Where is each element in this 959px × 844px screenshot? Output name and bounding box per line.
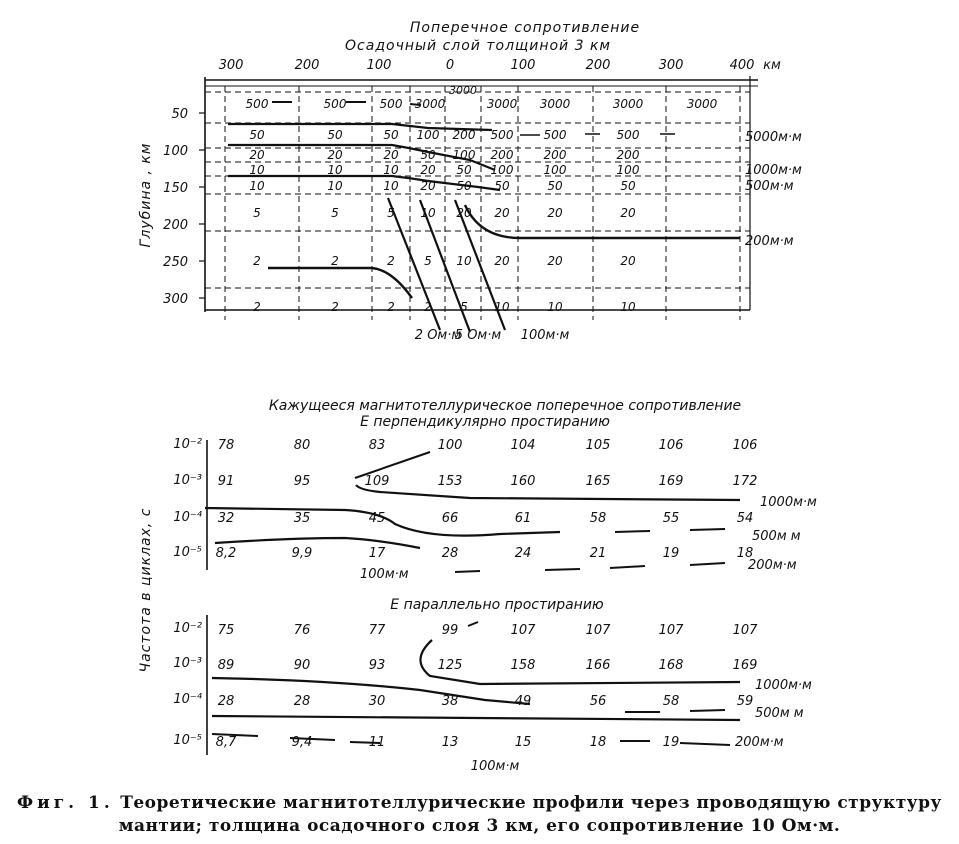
cell-value: 3000 — [612, 97, 644, 111]
cell-value: 5 — [424, 254, 432, 268]
cell-value-top: 3000 — [449, 84, 477, 97]
mid-contour-label: 500м м — [752, 529, 801, 544]
bottom-label: 2 Ом·м — [414, 328, 462, 343]
cell-value: 20 — [620, 206, 636, 220]
mt-value: 18 — [736, 546, 754, 561]
mt-value: 17 — [368, 546, 386, 561]
cell-value: 50 — [249, 128, 265, 142]
mt-value: 78 — [217, 438, 235, 453]
cell-value: 2 — [387, 300, 395, 314]
cell-value: 10 — [249, 179, 265, 193]
cell-value: 2 — [424, 300, 432, 314]
mt-value: 58 — [589, 511, 607, 526]
mt-value: 13 — [441, 735, 459, 750]
mid-contour-label: 200м·м — [748, 558, 797, 573]
mt-value: 28 — [293, 694, 311, 709]
mt-value: 93 — [368, 658, 386, 673]
y-tick: 50 — [171, 107, 188, 122]
cell-value: 500 — [490, 128, 514, 142]
x-tick: 200 — [294, 58, 320, 73]
x-tick: 100 — [510, 58, 536, 73]
mt-value: 105 — [585, 438, 611, 453]
mt-value: 8,2 — [215, 546, 237, 561]
mt-value: 168 — [658, 658, 684, 673]
mt-value: 35 — [293, 511, 311, 526]
mt-value: 30 — [368, 694, 386, 709]
mid-dash — [610, 566, 645, 568]
right-label: 1000м·м — [745, 163, 802, 178]
mt-value: 172 — [732, 474, 758, 489]
cell-value: 3000 — [414, 97, 446, 111]
mid-dash — [455, 571, 480, 572]
x-tick: 100 — [366, 58, 392, 73]
mt-value: 61 — [514, 511, 532, 526]
mt-value: 8,7 — [215, 735, 237, 750]
mid-dash — [615, 531, 650, 532]
cell-value: 20 — [547, 206, 563, 220]
mt-value: 28 — [441, 546, 459, 561]
mt-value: 100 — [437, 438, 463, 453]
x-tick: 400 — [729, 58, 755, 73]
mt-value: 107 — [585, 623, 611, 638]
cell-value: 20 — [494, 254, 510, 268]
top-title-2: Осадочный слой толщиной 3 км — [345, 38, 611, 54]
cell-value: 10 — [383, 179, 399, 193]
mt-value: 54 — [736, 511, 754, 526]
mt-value: 38 — [441, 694, 459, 709]
x-unit: км — [763, 58, 781, 73]
cell-value: 10 — [494, 300, 510, 314]
mt-value: 153 — [437, 474, 463, 489]
mt-value: 165 — [585, 474, 611, 489]
mt-value: 107 — [510, 623, 536, 638]
mt-value: 80 — [293, 438, 311, 453]
mt-value: 107 — [658, 623, 684, 638]
y-tick: 300 — [163, 292, 188, 307]
mt-value: 91 — [217, 474, 235, 489]
cell-value: 50 — [420, 148, 436, 162]
cell-value: 100 — [452, 148, 476, 162]
bottom-label: 100м·м — [520, 328, 570, 343]
cell-value: 2 — [387, 254, 395, 268]
mt-value: 106 — [732, 438, 758, 453]
mt-value: 107 — [732, 623, 758, 638]
mt-value: 59 — [736, 694, 754, 709]
bot-dash — [690, 710, 725, 711]
right-label: 500м·м — [745, 179, 794, 194]
mt-value: 24 — [514, 546, 532, 561]
cell-value: 10 — [383, 163, 399, 177]
cell-value: 20 — [547, 254, 563, 268]
mid-contour-label: 1000м·м — [760, 495, 817, 510]
cell-value: 50 — [620, 179, 636, 193]
freq-label: 10⁻⁵ — [173, 545, 202, 560]
right-label: 5000м·м — [745, 130, 802, 145]
freq-label: 10⁻⁵ — [173, 733, 202, 748]
cell-value: 50 — [547, 179, 563, 193]
cell-value: 10 — [327, 179, 343, 193]
caption-line-1 — [0, 793, 959, 813]
right-label: 200м·м — [745, 234, 794, 249]
cell-value: 50 — [327, 128, 343, 142]
cell-value: 5 — [460, 300, 468, 314]
cell-value: 200 — [543, 148, 567, 162]
mt-value: 160 — [510, 474, 536, 489]
cell-value: 500 — [323, 97, 347, 111]
mt-value: 90 — [293, 658, 311, 673]
cell-value: 20 — [494, 206, 510, 220]
cell-value: 10 — [249, 163, 265, 177]
y-axis-label: Глубина , км — [138, 142, 154, 248]
mt-value: 95 — [293, 474, 311, 489]
freq-label: 10⁻³ — [173, 656, 202, 671]
mt-value: 66 — [441, 511, 459, 526]
mt-value: 9,4 — [291, 735, 313, 750]
mt-value: 83 — [368, 438, 386, 453]
figure-labels — [138, 20, 817, 774]
cell-value: 100 — [543, 163, 567, 177]
mt-value: 28 — [217, 694, 235, 709]
mt-value: 75 — [217, 623, 235, 638]
bot-dash — [680, 743, 730, 745]
mt-value: 99 — [441, 623, 459, 638]
mt-value: 104 — [510, 438, 536, 453]
y-tick: 250 — [163, 255, 188, 270]
cell-value: 10 — [456, 254, 472, 268]
mt-value: 19 — [662, 735, 680, 750]
cell-value: 20 — [456, 206, 472, 220]
mid-dash — [690, 563, 725, 565]
bot-contour-label: 100м·м — [470, 759, 520, 774]
freq-label: 10⁻⁴ — [173, 510, 202, 525]
mt-value: 55 — [662, 511, 680, 526]
x-tick: 300 — [658, 58, 684, 73]
bot-contour-1000 — [420, 640, 740, 684]
mt-value: 58 — [662, 694, 680, 709]
mt-value: 49 — [514, 694, 532, 709]
mt-value: 158 — [510, 658, 536, 673]
freq-label: 10⁻² — [173, 437, 202, 452]
mid-contour-label: 100м·м — [360, 567, 409, 582]
bottom-label: 5 Ом·м — [454, 328, 502, 343]
bot-contour-label: 200м·м — [735, 735, 784, 750]
mt-value: 32 — [217, 511, 235, 526]
cell-value: 50 — [456, 163, 472, 177]
cell-value: 3000 — [686, 97, 718, 111]
freq-label: 10⁻³ — [173, 473, 202, 488]
x-tick: 200 — [585, 58, 611, 73]
mt-value: 169 — [732, 658, 758, 673]
mt-value: 109 — [364, 474, 390, 489]
y-tick: 100 — [163, 144, 188, 159]
freq-label: 10⁻⁴ — [173, 692, 202, 707]
cell-value: 2 — [253, 254, 261, 268]
mt-value: 45 — [368, 511, 386, 526]
cell-value: 20 — [420, 179, 436, 193]
cell-value: 2 — [331, 254, 339, 268]
cell-value: 100 — [616, 163, 640, 177]
cell-value: 20 — [249, 148, 265, 162]
freq-label: 10⁻² — [173, 621, 202, 636]
mt-value: 56 — [589, 694, 607, 709]
mt-value: 11 — [368, 735, 386, 750]
mid-contour-100 — [215, 538, 420, 548]
cell-value: 100 — [416, 128, 440, 142]
caption-line-2: мантии; толщина осадочного слоя 3 км, его сопротивление 10 Ом·м. — [118, 816, 841, 836]
mt-value: 169 — [658, 474, 684, 489]
contour-2 — [268, 268, 412, 298]
cell-value: 10 — [547, 300, 563, 314]
y-tick: 200 — [163, 218, 188, 233]
mid-dash — [690, 529, 725, 530]
cell-value: 50 — [456, 179, 472, 193]
cell-value: 3000 — [486, 97, 518, 111]
cell-value: 5 — [253, 206, 261, 220]
mt-value: 77 — [368, 623, 386, 638]
y-tick: 150 — [163, 181, 188, 196]
mt-value: 15 — [514, 735, 532, 750]
cell-value: 5 — [331, 206, 339, 220]
cell-value: 20 — [620, 254, 636, 268]
cell-value: 10 — [420, 206, 436, 220]
mid-title-1: Кажущееся магнитотеллурическое поперечное сопротивление — [268, 398, 742, 414]
mid-title-2: Е перпендикулярно простиранию — [360, 414, 610, 430]
bot-contour-label: 1000м·м — [755, 678, 812, 693]
mt-value: 21 — [589, 546, 607, 561]
x-tick: 300 — [218, 58, 244, 73]
cell-value: 500 — [543, 128, 567, 142]
bot-contour-label: 500м м — [755, 706, 804, 721]
cell-value: 20 — [383, 148, 399, 162]
mt-value: 18 — [589, 735, 607, 750]
x-tick: 0 — [445, 58, 455, 73]
mt-value: 19 — [662, 546, 680, 561]
mt-value: 9,9 — [291, 546, 313, 561]
cell-value: 200 — [490, 148, 514, 162]
cell-value: 500 — [245, 97, 269, 111]
cell-value: 50 — [383, 128, 399, 142]
mt-value: 125 — [437, 658, 463, 673]
mt-value: 166 — [585, 658, 611, 673]
cell-value: 100 — [490, 163, 514, 177]
caption-prefix: Фиг. 1. — [17, 793, 114, 813]
cell-value: 2 — [253, 300, 261, 314]
cell-value: 50 — [494, 179, 510, 193]
cell-value: 500 — [379, 97, 403, 111]
bot-title: Е параллельно простиранию — [390, 597, 604, 613]
cell-value: 10 — [620, 300, 636, 314]
cell-value: 2 — [331, 300, 339, 314]
cell-value: 20 — [327, 148, 343, 162]
mid-dash — [545, 569, 580, 570]
cell-value: 20 — [420, 163, 436, 177]
cell-value: 200 — [452, 128, 476, 142]
side-label: Частота в циклах, с — [138, 507, 154, 673]
cell-value: 200 — [616, 148, 640, 162]
bot-contour-200 — [212, 716, 740, 720]
cell-value: 500 — [616, 128, 640, 142]
top-title-1: Поперечное сопротивление — [409, 20, 641, 36]
mt-value: 76 — [293, 623, 311, 638]
bot-contour-a — [468, 622, 478, 626]
cell-value: 5 — [387, 206, 395, 220]
caption-text-1: Теоретические магнитотеллурические профили через проводящую структуру — [120, 793, 942, 813]
cell-value: 3000 — [539, 97, 571, 111]
cell-value: 10 — [327, 163, 343, 177]
mt-value: 89 — [217, 658, 235, 673]
mt-value: 106 — [658, 438, 684, 453]
